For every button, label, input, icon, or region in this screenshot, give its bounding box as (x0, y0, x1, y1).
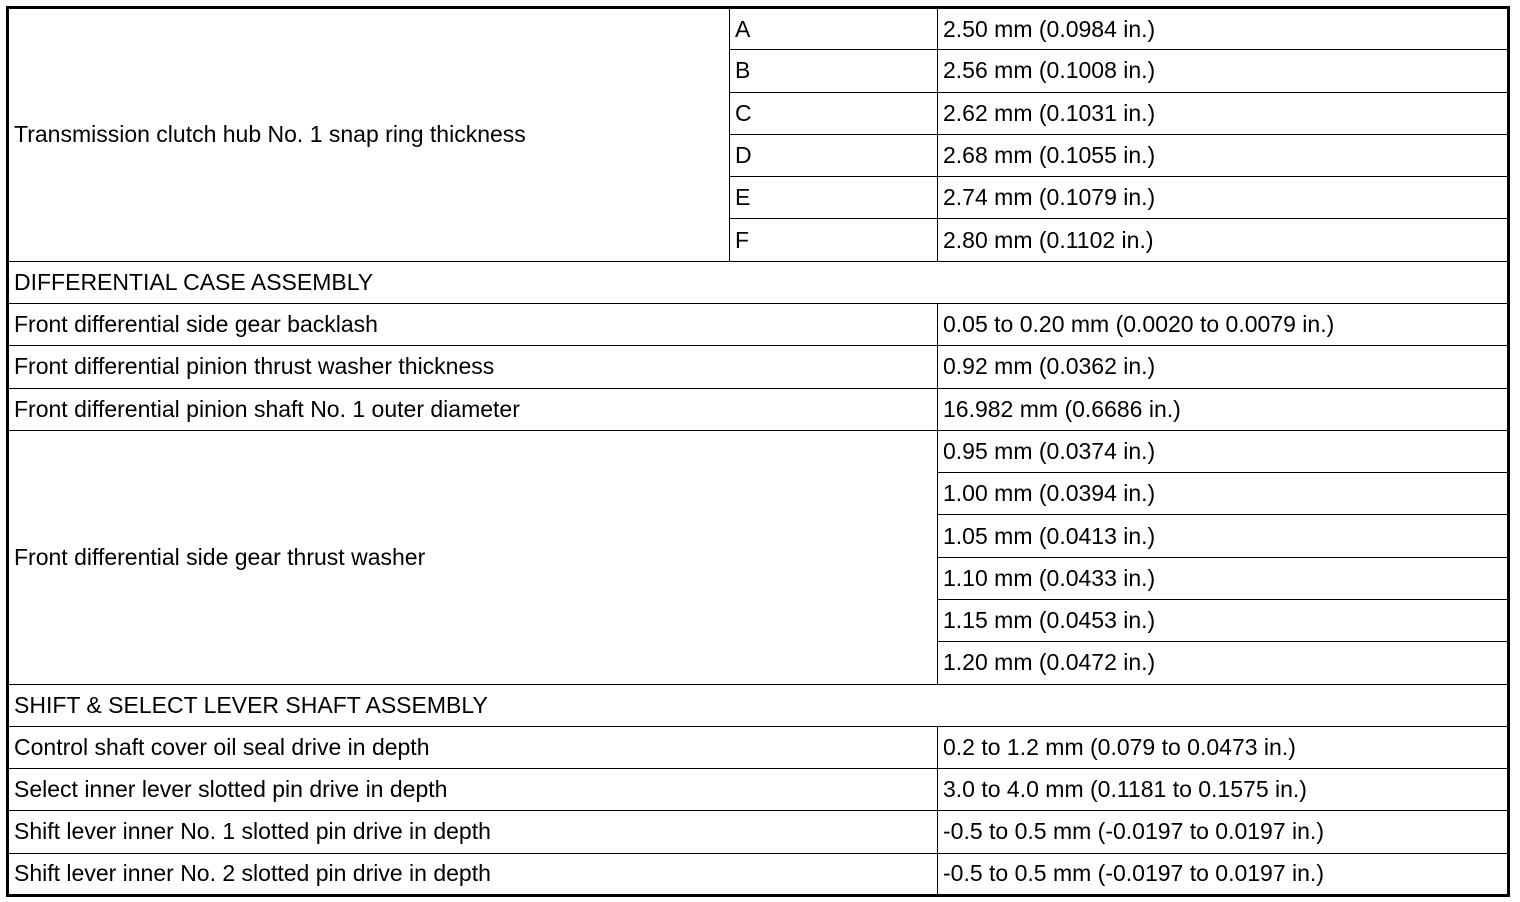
spec-value: -0.5 to 0.5 mm (-0.0197 to 0.0197 in.) (938, 811, 1509, 853)
thrust-washer-value: 0.95 mm (0.0374 in.) (938, 430, 1509, 472)
table-row (8, 8, 1509, 50)
snap-ring-mark: A (730, 8, 938, 50)
table-row (8, 346, 1509, 388)
snap-ring-value: 2.50 mm (0.0984 in.) (938, 8, 1509, 50)
spec-label: Front differential side gear backlash (8, 303, 938, 345)
snap-ring-mark: B (730, 50, 938, 92)
thrust-washer-value: 1.10 mm (0.0433 in.) (938, 557, 1509, 599)
spec-value: 0.92 mm (0.0362 in.) (938, 346, 1509, 388)
thrust-washer-value: 1.20 mm (0.0472 in.) (938, 642, 1509, 684)
table-row (8, 726, 1509, 768)
snap-ring-mark: F (730, 219, 938, 261)
snap-ring-value: 2.56 mm (0.1008 in.) (938, 50, 1509, 92)
snap-ring-value: 2.80 mm (0.1102 in.) (938, 219, 1509, 261)
spec-table (6, 6, 1510, 897)
snap-ring-label: Transmission clutch hub No. 1 snap ring thickness (8, 8, 730, 262)
spec-value: 0.2 to 1.2 mm (0.079 to 0.0473 in.) (938, 726, 1509, 768)
spec-label: Select inner lever slotted pin drive in depth (8, 769, 938, 811)
section-header-row (8, 684, 1509, 726)
spec-value: 0.05 to 0.20 mm (0.0020 to 0.0079 in.) (938, 303, 1509, 345)
thrust-washer-value: 1.15 mm (0.0453 in.) (938, 599, 1509, 641)
thrust-washer-value: 1.05 mm (0.0413 in.) (938, 515, 1509, 557)
spec-value: 16.982 mm (0.6686 in.) (938, 388, 1509, 430)
table-row (8, 769, 1509, 811)
spec-label: Shift lever inner No. 2 slotted pin drive in depth (8, 853, 938, 895)
section-title-shift-select: SHIFT & SELECT LEVER SHAFT ASSEMBLY (8, 684, 1509, 726)
section-header-row (8, 261, 1509, 303)
snap-ring-value: 2.68 mm (0.1055 in.) (938, 134, 1509, 176)
snap-ring-mark: E (730, 177, 938, 219)
spec-label: Shift lever inner No. 1 slotted pin drive in depth (8, 811, 938, 853)
snap-ring-mark: C (730, 92, 938, 134)
table-row (8, 430, 1509, 472)
thrust-washer-label: Front differential side gear thrust washer (8, 430, 938, 684)
spec-label: Front differential pinion shaft No. 1 outer diameter (8, 388, 938, 430)
section-title-differential: DIFFERENTIAL CASE ASSEMBLY (8, 261, 1509, 303)
snap-ring-mark: D (730, 134, 938, 176)
spec-label: Front differential pinion thrust washer thickness (8, 346, 938, 388)
snap-ring-value: 2.62 mm (0.1031 in.) (938, 92, 1509, 134)
snap-ring-value: 2.74 mm (0.1079 in.) (938, 177, 1509, 219)
table-row (8, 811, 1509, 853)
spec-label: Control shaft cover oil seal drive in depth (8, 726, 938, 768)
table-row (8, 853, 1509, 895)
table-row (8, 388, 1509, 430)
table-row (8, 303, 1509, 345)
thrust-washer-value: 1.00 mm (0.0394 in.) (938, 473, 1509, 515)
spec-value: 3.0 to 4.0 mm (0.1181 to 0.1575 in.) (938, 769, 1509, 811)
spec-value: -0.5 to 0.5 mm (-0.0197 to 0.0197 in.) (938, 853, 1509, 895)
